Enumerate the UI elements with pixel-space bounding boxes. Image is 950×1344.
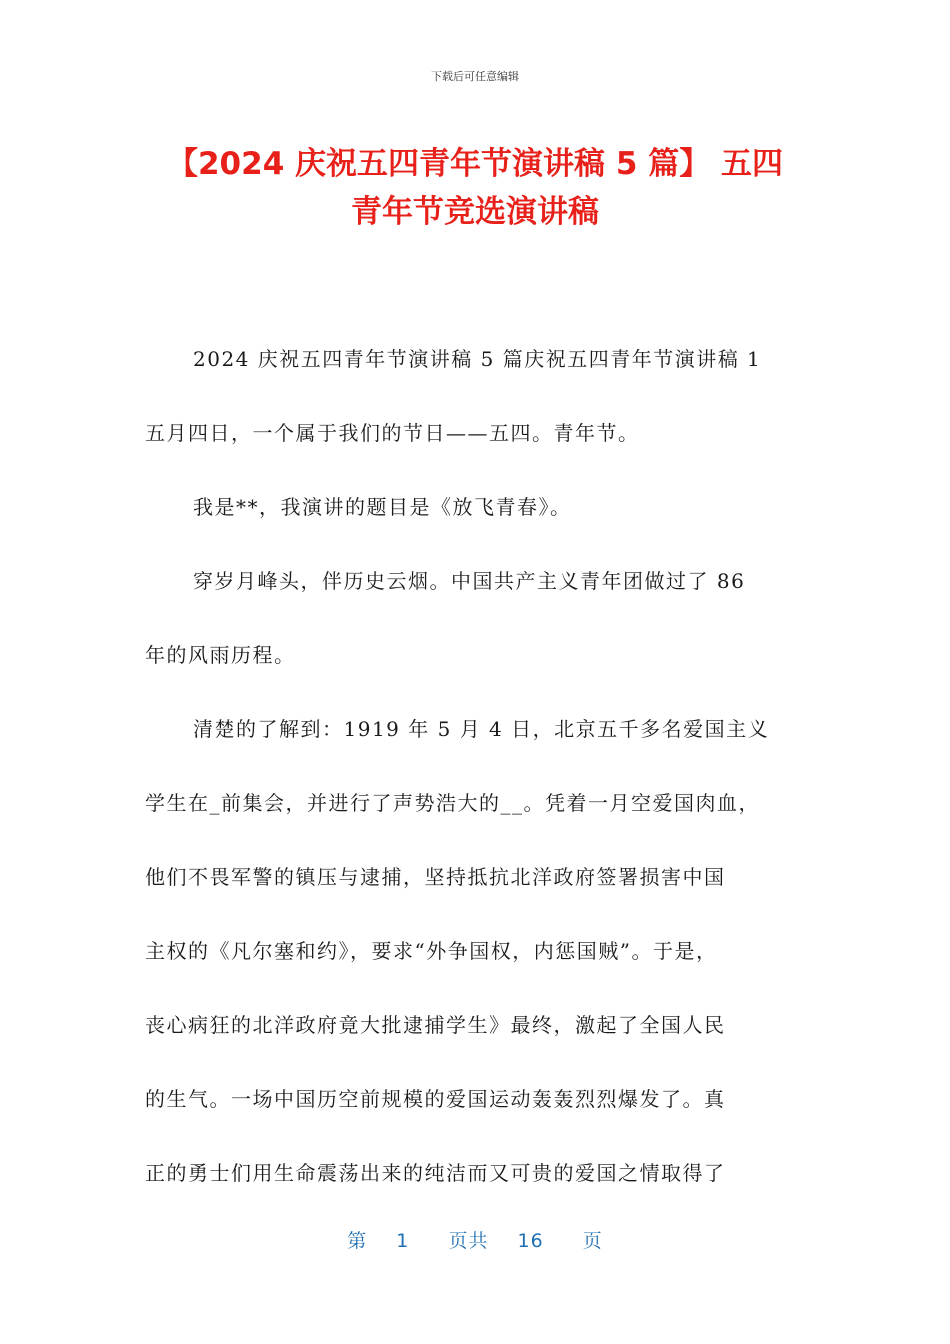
body-line: 正的勇士们用生命震荡出来的纯洁而又可贵的爱国之情取得了 (145, 1161, 726, 1185)
body-line: 清楚的了解到：1919 年 5 月 4 日，北京五千多名爱国主义 (193, 717, 770, 741)
footer-prefix: 第 (347, 1230, 368, 1252)
header-note: 下载后可任意编辑 (431, 70, 519, 83)
body-line: 五月四日，一个属于我们的节日——五四。青年节。 (145, 421, 640, 445)
title-line-1: 【2024 庆祝五四青年节演讲稿 5 篇】 五四 (166, 146, 784, 182)
body-line: 穿岁月峰头，伴历史云烟。中国共产主义青年团做过了 86 (193, 569, 746, 593)
body-line: 年的风雨历程。 (145, 643, 296, 667)
body-line: 的生气。一场中国历空前规模的爱国运动轰轰烈烈爆发了。真 (145, 1087, 726, 1111)
current-page-number: 1 (396, 1230, 410, 1252)
page-footer (0, 1226, 950, 1253)
footer-suffix: 页 (582, 1230, 603, 1252)
body-line: 我是**，我演讲的题目是《放飞青春》。 (193, 495, 572, 519)
body-line: 他们不畏军警的镇压与逮捕，坚持抵抗北洋政府签署损害中国 (145, 865, 726, 889)
body-line: 学生在_前集会，并进行了声势浩大的__。凭着一月空爱国肉血， (145, 791, 760, 815)
document-body (145, 322, 815, 1210)
footer-middle: 页共 (448, 1230, 489, 1252)
total-pages-number: 16 (517, 1230, 544, 1252)
body-line: 丧心病狂的北洋政府竟大批逮捕学生》最终，激起了全国人民 (145, 1013, 726, 1037)
title-line-2: 青年节竞选演讲稿 (351, 194, 599, 230)
body-line: 2024 庆祝五四青年节演讲稿 5 篇庆祝五四青年节演讲稿 1 (193, 347, 762, 371)
document-title (100, 140, 850, 236)
body-line: 主权的《凡尔塞和约》，要求“外争国权，内惩国贼”。于是， (145, 939, 718, 963)
